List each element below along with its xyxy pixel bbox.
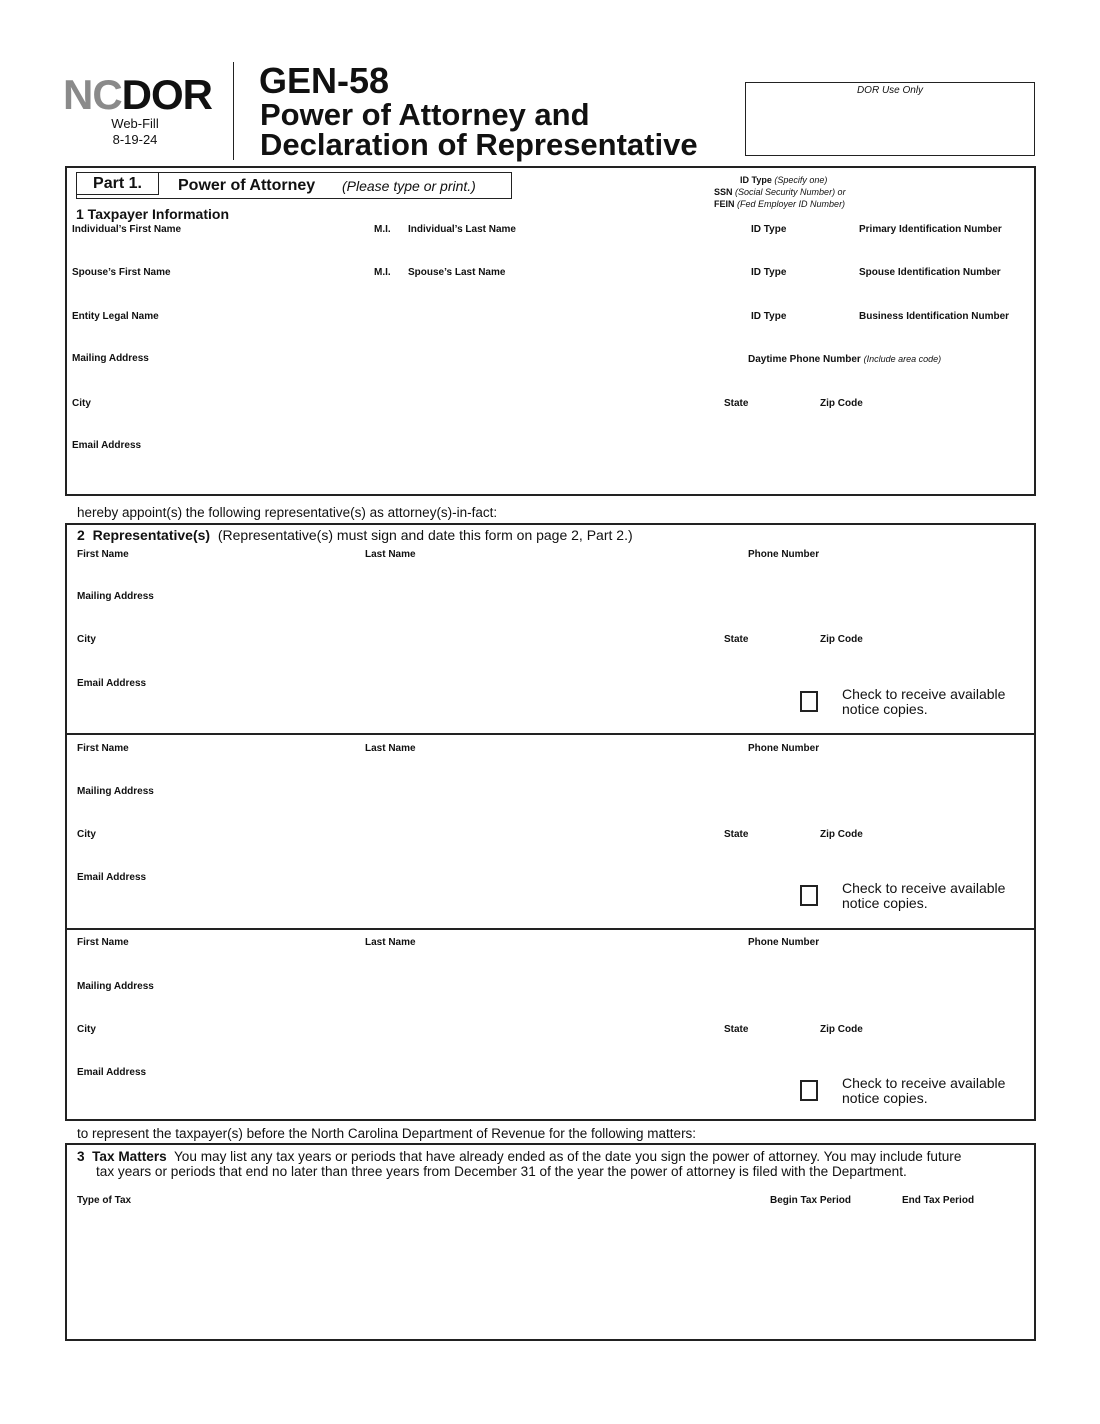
rep-first-name-label: First Name <box>77 549 129 560</box>
dor-use-only-box <box>745 82 1035 156</box>
rep-state-label: State <box>724 829 749 840</box>
form-number: GEN-58 <box>259 60 390 101</box>
rep-email-label: Email Address <box>77 678 147 689</box>
rep-mailing-address-label: Mailing Address <box>77 591 154 602</box>
notice-copies-label: Check to receive available notice copies. <box>842 1075 1006 1106</box>
type-of-tax-label: Type of Tax <box>77 1195 132 1206</box>
rep-state-label: State <box>724 1024 749 1035</box>
taxpayer-state-label: State <box>724 398 749 409</box>
spouse-last-name-label: Spouse’s Last Name <box>408 267 506 278</box>
rep-zip-label: Zip Code <box>820 1024 863 1035</box>
tax-matters-title: Tax Matters <box>92 1149 167 1164</box>
taxpayer-zip-label: Zip Code <box>820 398 863 409</box>
notice-copies-checkbox[interactable] <box>800 691 818 712</box>
rep-city-label: City <box>77 634 96 645</box>
daytime-phone-label <box>748 354 941 365</box>
id-type-legend <box>700 174 846 210</box>
rep-first-name-label: First Name <box>77 937 129 948</box>
notice-copies-checkbox[interactable] <box>800 885 818 906</box>
rep-email-label: Email Address <box>77 872 147 883</box>
rep-mailing-address-label: Mailing Address <box>77 786 154 797</box>
rep-phone-label: Phone Number <box>748 549 820 560</box>
id-type-legend-label: ID Type <box>740 175 772 185</box>
individual-first-name-label: Individual’s First Name <box>72 224 182 235</box>
business-id-label: Business Identification Number <box>859 311 1010 322</box>
rep-divider-2 <box>65 928 1036 930</box>
rep-divider-1 <box>65 733 1036 735</box>
rep-zip-label: Zip Code <box>820 829 863 840</box>
appoint-text: hereby appoint(s) the following representative(s) as attorney(s)-in-fact: <box>77 505 498 520</box>
id-type-label-2: ID Type <box>751 267 787 278</box>
notice-copies-label: Check to receive available notice copies. <box>842 686 1006 717</box>
spouse-id-label: Spouse Identification Number <box>859 267 1001 278</box>
dor-use-only-label: DOR Use Only <box>856 85 924 96</box>
entity-legal-name-label: Entity Legal Name <box>72 311 159 322</box>
ssn-label: SSN <box>714 187 733 197</box>
taxpayer-section-title: 1 Taxpayer Information <box>76 206 230 222</box>
id-type-label-3: ID Type <box>751 311 787 322</box>
rep-first-name-label: First Name <box>77 743 129 754</box>
individual-last-name-label: Individual’s Last Name <box>408 224 516 235</box>
web-fill-label: Web-Fill <box>111 116 159 131</box>
representatives-section-title <box>77 527 633 543</box>
rep-phone-label: Phone Number <box>748 743 820 754</box>
taxpayer-email-label: Email Address <box>72 440 142 451</box>
individual-mi-label: M.I. <box>374 224 391 235</box>
spouse-first-name-label: Spouse’s First Name <box>72 267 171 278</box>
rep-email-label: Email Address <box>77 1067 147 1078</box>
notice-copies-label: Check to receive available notice copies. <box>842 880 1006 911</box>
primary-id-label: Primary Identification Number <box>859 224 1002 235</box>
rep-last-name-label: Last Name <box>365 937 416 948</box>
form-title-line2: Declaration of Representative <box>260 127 698 162</box>
represent-text: to represent the taxpayer(s) before the North Carolina Department of Revenue for the following matters: <box>77 1126 697 1141</box>
fein-note: (Fed Employer ID Number) <box>737 199 846 209</box>
taxpayer-mailing-address-label: Mailing Address <box>72 353 149 364</box>
fein-label: FEIN <box>714 199 735 209</box>
rep-city-label: City <box>77 1024 96 1035</box>
rep-mailing-address-label: Mailing Address <box>77 981 154 992</box>
rep-last-name-label: Last Name <box>365 549 416 560</box>
part1-note: (Please type or print.) <box>342 178 476 194</box>
begin-tax-period-label: Begin Tax Period <box>770 1195 851 1206</box>
rep-phone-label: Phone Number <box>748 937 820 948</box>
representatives-section <box>65 523 1036 1121</box>
rep-state-label: State <box>724 634 749 645</box>
header-divider <box>233 62 234 160</box>
end-tax-period-label: End Tax Period <box>902 1195 975 1206</box>
tax-matters-line1: You may list any tax years or periods that have already ended as of the date you sign the power of attorney. You may include future <box>173 1149 962 1164</box>
ssn-note: (Social Security Number) or <box>735 187 846 197</box>
form-title-line1: Power of Attorney and <box>260 97 590 132</box>
rep-section-num: 2 <box>77 527 85 543</box>
daytime-phone-note: (Include area code) <box>863 354 942 364</box>
id-type-legend-note: (Specify one) <box>774 175 828 185</box>
rep-last-name-label: Last Name <box>365 743 416 754</box>
rep-section-note: (Representative(s) must sign and date this form on page 2, Part 2.) <box>217 527 633 543</box>
daytime-phone-text: Daytime Phone Number <box>748 354 861 365</box>
part1-title: Power of Attorney <box>178 177 316 194</box>
spouse-mi-label: M.I. <box>374 267 391 278</box>
tax-matters-line2: tax years or periods that end no later than three years from December 31 of the year the power of attorney is filed with the Department. <box>96 1164 907 1179</box>
taxpayer-city-label: City <box>72 398 91 409</box>
version-date: 8-19-24 <box>112 132 158 147</box>
rep-section-title: Representative(s) <box>92 527 211 543</box>
tax-matters-num: 3 <box>77 1149 85 1164</box>
notice-copies-checkbox[interactable] <box>800 1080 818 1101</box>
rep-zip-label: Zip Code <box>820 634 863 645</box>
ncdor-logo: NCDOR <box>63 71 213 118</box>
tax-matters-intro <box>77 1149 961 1179</box>
rep-city-label: City <box>77 829 96 840</box>
part1-number: Part 1. <box>93 175 142 192</box>
id-type-label-1: ID Type <box>751 224 787 235</box>
